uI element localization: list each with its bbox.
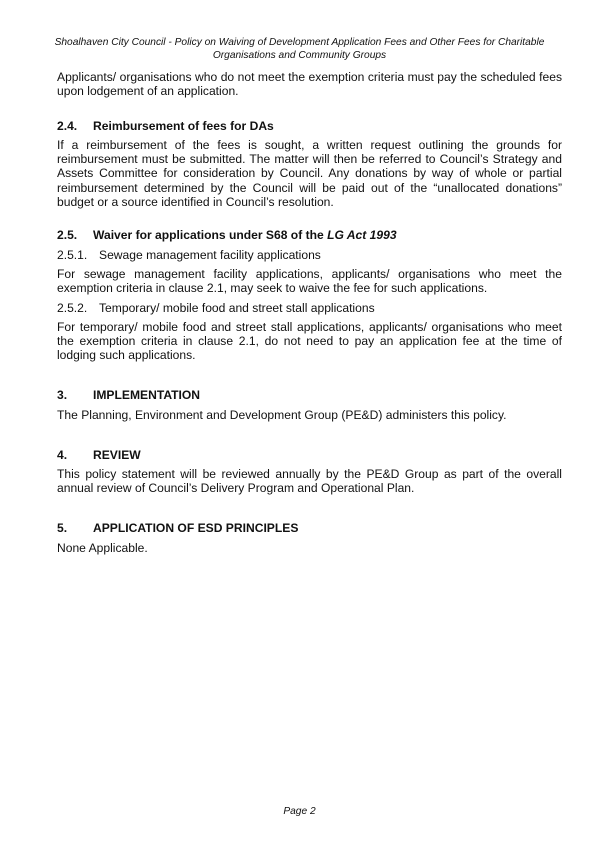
section-number: 2.4.	[57, 119, 78, 133]
header-line-2: Organisations and Community Groups	[212, 49, 387, 61]
section-4-paragraph: This policy statement will be reviewed annually by the PE&D Group as part of the overall annual review of Council’s Delivery Program and Operational Plan.	[57, 467, 562, 496]
section-2-4-heading	[57, 119, 562, 133]
running-header	[40, 37, 559, 62]
section-2-5-1-paragraph: For sewage management facility applications, applicants/ organisations who meet the exemption criteria in clause 2.1, may seek to waive the fee for such applications.	[57, 267, 562, 296]
header-line-1: Shoalhaven City Council - Policy on Waiving of Development Application Fees and Other Fees for Charitable	[54, 37, 545, 48]
section-2-5-2-heading	[57, 301, 562, 315]
page-number: Page 2	[283, 806, 316, 817]
section-number: 3.	[57, 388, 68, 402]
section-3-heading	[57, 388, 562, 402]
section-5-paragraph: None Applicable.	[57, 541, 148, 555]
section-2-5-heading	[57, 228, 562, 242]
section-number: 2.5.	[57, 228, 78, 242]
subsection-title: Sewage management facility applications	[99, 248, 321, 262]
section-title-act: LG Act 1993	[327, 228, 397, 242]
intro-paragraph: Applicants/ organisations who do not meet the exemption criteria must pay the scheduled fees upon lodgement of an application.	[57, 70, 562, 99]
section-3-paragraph: The Planning, Environment and Development Group (PE&D) administers this policy.	[57, 408, 507, 422]
section-number: 5.	[57, 521, 68, 535]
section-2-4-paragraph: If a reimbursement of the fees is sought, a written request outlining the grounds for reimbursement must be submitted. The matter will then be referred to Council’s Strategy and Assets Committee for consideration by Council. Any donations by way of whole or partial reimbursement determined by the Council will be paid out of the “unallocated donations” budget or a source identified in Council’s resolution.	[57, 138, 562, 209]
subsection-number: 2.5.1.	[57, 248, 88, 262]
section-title: Reimbursement of fees for DAs	[93, 119, 274, 133]
section-number: 4.	[57, 448, 68, 462]
section-title: IMPLEMENTATION	[93, 388, 201, 402]
section-title: Waiver for applications under S68 of the	[93, 228, 328, 242]
section-5-heading	[57, 521, 562, 535]
section-title: APPLICATION OF ESD PRINCIPLES	[93, 521, 299, 535]
section-2-5-2-paragraph: For temporary/ mobile food and street stall applications, applicants/ organisations who meet the exemption criteria in clause 2.1, do not need to pay an application fee at the time of lodging such applications.	[57, 320, 562, 363]
section-2-5-1-heading	[57, 248, 562, 262]
section-4-heading	[57, 448, 562, 462]
subsection-title: Temporary/ mobile food and street stall applications	[99, 301, 375, 315]
section-title: REVIEW	[93, 448, 141, 462]
subsection-number: 2.5.2.	[57, 301, 88, 315]
